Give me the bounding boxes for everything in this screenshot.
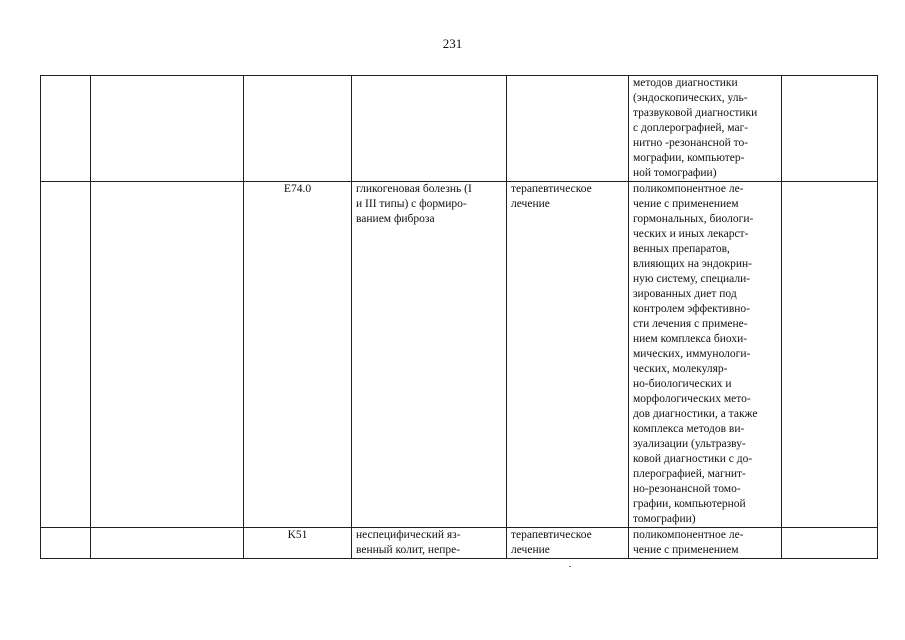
standard-cell	[782, 182, 878, 528]
medical-care-table	[40, 75, 878, 559]
treatment-method-cell: поликомпонентное ле- чение с применением	[629, 528, 782, 559]
scan-speck	[569, 566, 571, 567]
table-row	[41, 182, 878, 528]
disease-cell	[352, 76, 507, 182]
treatment-method-cell: поликомпонентное ле- чение с применением гормональных, биологи- ческих и иных лекарст- венных препаратов, влияющих на эндокрин- ную систему, специали- зированных диет под контролем эффективно- сти лечения с примене- нием комплекса биохи- мических, иммунологи- ческих, молекуляр- но-биологических и морфологических мето- дов диагностики, а также комплекса методов ви- зуализации (ультразву- ковой диагностики с до- плерографией, магнит- но-резонансной томо- графии, компьютерной томографии)	[629, 182, 782, 528]
icd-code-cell	[244, 76, 352, 182]
row-number-cell	[41, 528, 91, 559]
page-number: 231	[442, 36, 463, 51]
profile-cell	[91, 182, 244, 528]
row-number-cell	[41, 76, 91, 182]
row-number-cell	[41, 182, 91, 528]
treatment-type-cell	[507, 76, 629, 182]
treatment-method-cell: методов диагностики (эндоскопических, уль- тразвуковой диагностики с доплерографией, маг- нитно -резонансной то- мографии, компьютер- ной томографии)	[629, 76, 782, 182]
profile-cell	[91, 528, 244, 559]
table-row	[41, 528, 878, 559]
icd-code-cell: E74.0	[244, 182, 352, 528]
treatment-type-cell: терапевтическое лечение	[507, 528, 629, 559]
table-row	[41, 76, 878, 182]
standard-cell	[782, 528, 878, 559]
disease-cell: неспецифический яз- венный колит, непре-	[352, 528, 507, 559]
treatment-type-cell: терапевтическое лечение	[507, 182, 629, 528]
profile-cell	[91, 76, 244, 182]
standard-cell	[782, 76, 878, 182]
icd-code-cell: K51	[244, 528, 352, 559]
disease-cell: гликогеновая болезнь (I и III типы) с формиро- ванием фиброза	[352, 182, 507, 528]
